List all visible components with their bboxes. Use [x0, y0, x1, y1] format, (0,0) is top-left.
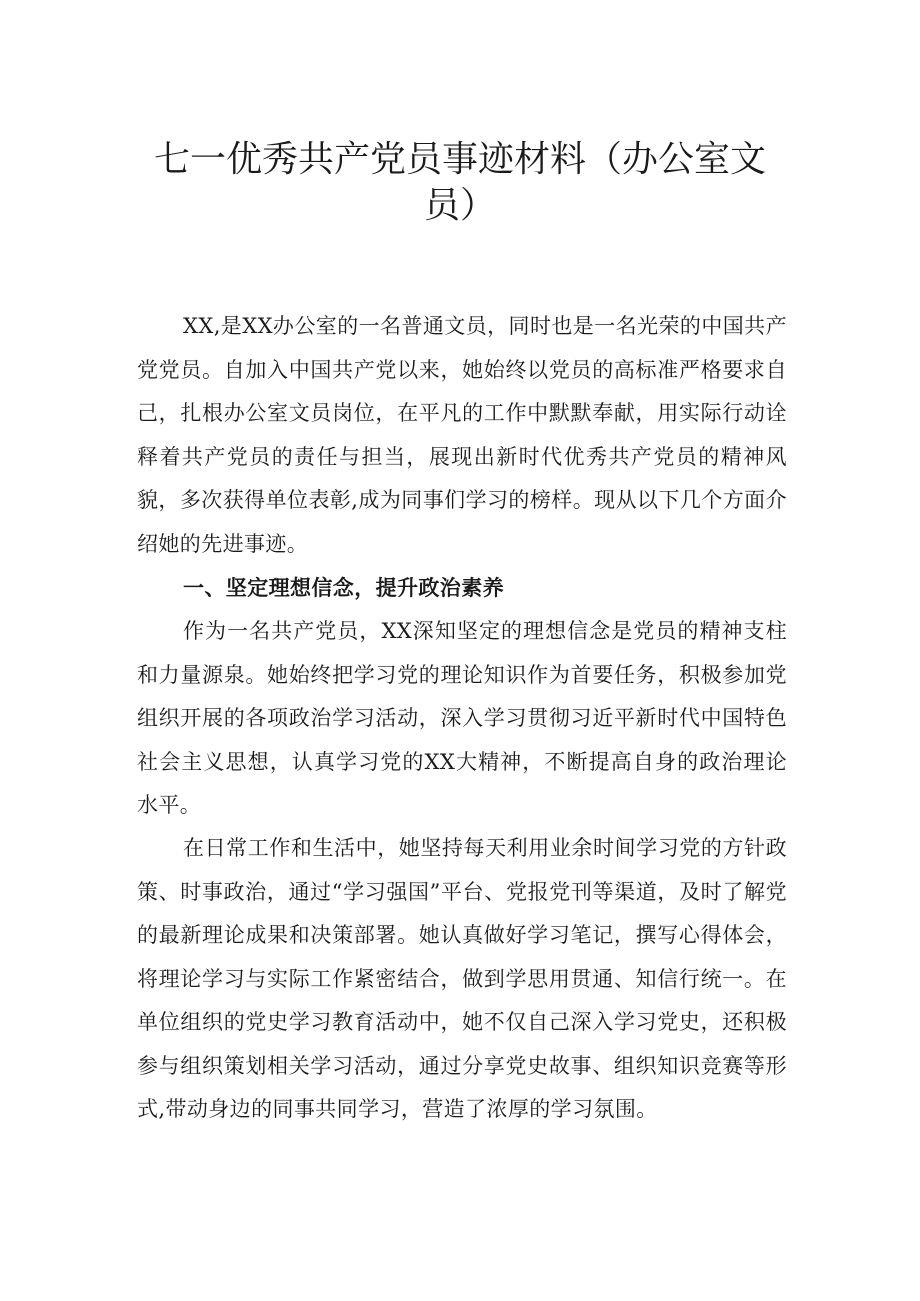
document-title-line-1: 七一优秀共产党员事迹材料（办公室文 — [153, 139, 766, 180]
section-1-paragraph-2: 在日常工作和生活中，她坚持每天利用业余时间学习党的方针政策、时事政治，通过“学习强国”平台、党报党刊等渠道，及时了解党的最新理论成果和决策部署。她认真做好学习笔记，撰写心得体会，将理论学习与实际工作紧密结合，做到学思用贯通、知信行统一。在单位组织的党史学习教育活动中，她不仅自己深入学习党史，还积极参与组织策划相关学习活动，通过分享党史故事、组织知识竞赛等形式,带动身边的同事共同学习，营造了浓厚的学习氛围。 — [137, 836, 787, 1121]
intro-block — [137, 305, 787, 566]
section-1 — [137, 567, 787, 828]
document-title-line-2: 员） — [423, 185, 496, 226]
intro-paragraph: XX,是XX办公室的一名普通文员，同时也是一名光荣的中国共产党党员。自加入中国共产党以来，她始终以党员的高标准严格要求自己，扎根办公室文员岗位，在平凡的工作中默默奉献，用实际行动诠释着共产党员的责任与担当，展现出新时代优秀共产党员的精神风貌，多次获得单位表彰,成为同事们学习的榜样。现从以下几个方面介绍她的先进事迹。 — [137, 314, 787, 556]
section-1-continued — [137, 827, 787, 1132]
section-1-paragraph-1: 作为一名共产党员，XX深知坚定的理想信念是党员的精神支柱和力量源泉。她始终把学习党的理论知识作为首要任务，积极参加党组织开展的各项政治学习活动，深入学习贯彻习近平新时代中国特色社会主义思想，认真学习党的XX大精神，不断提高自身的政治理论水平。 — [137, 619, 787, 817]
section-1-heading: 一、坚定理想信念，提升政治素养 — [183, 576, 504, 600]
